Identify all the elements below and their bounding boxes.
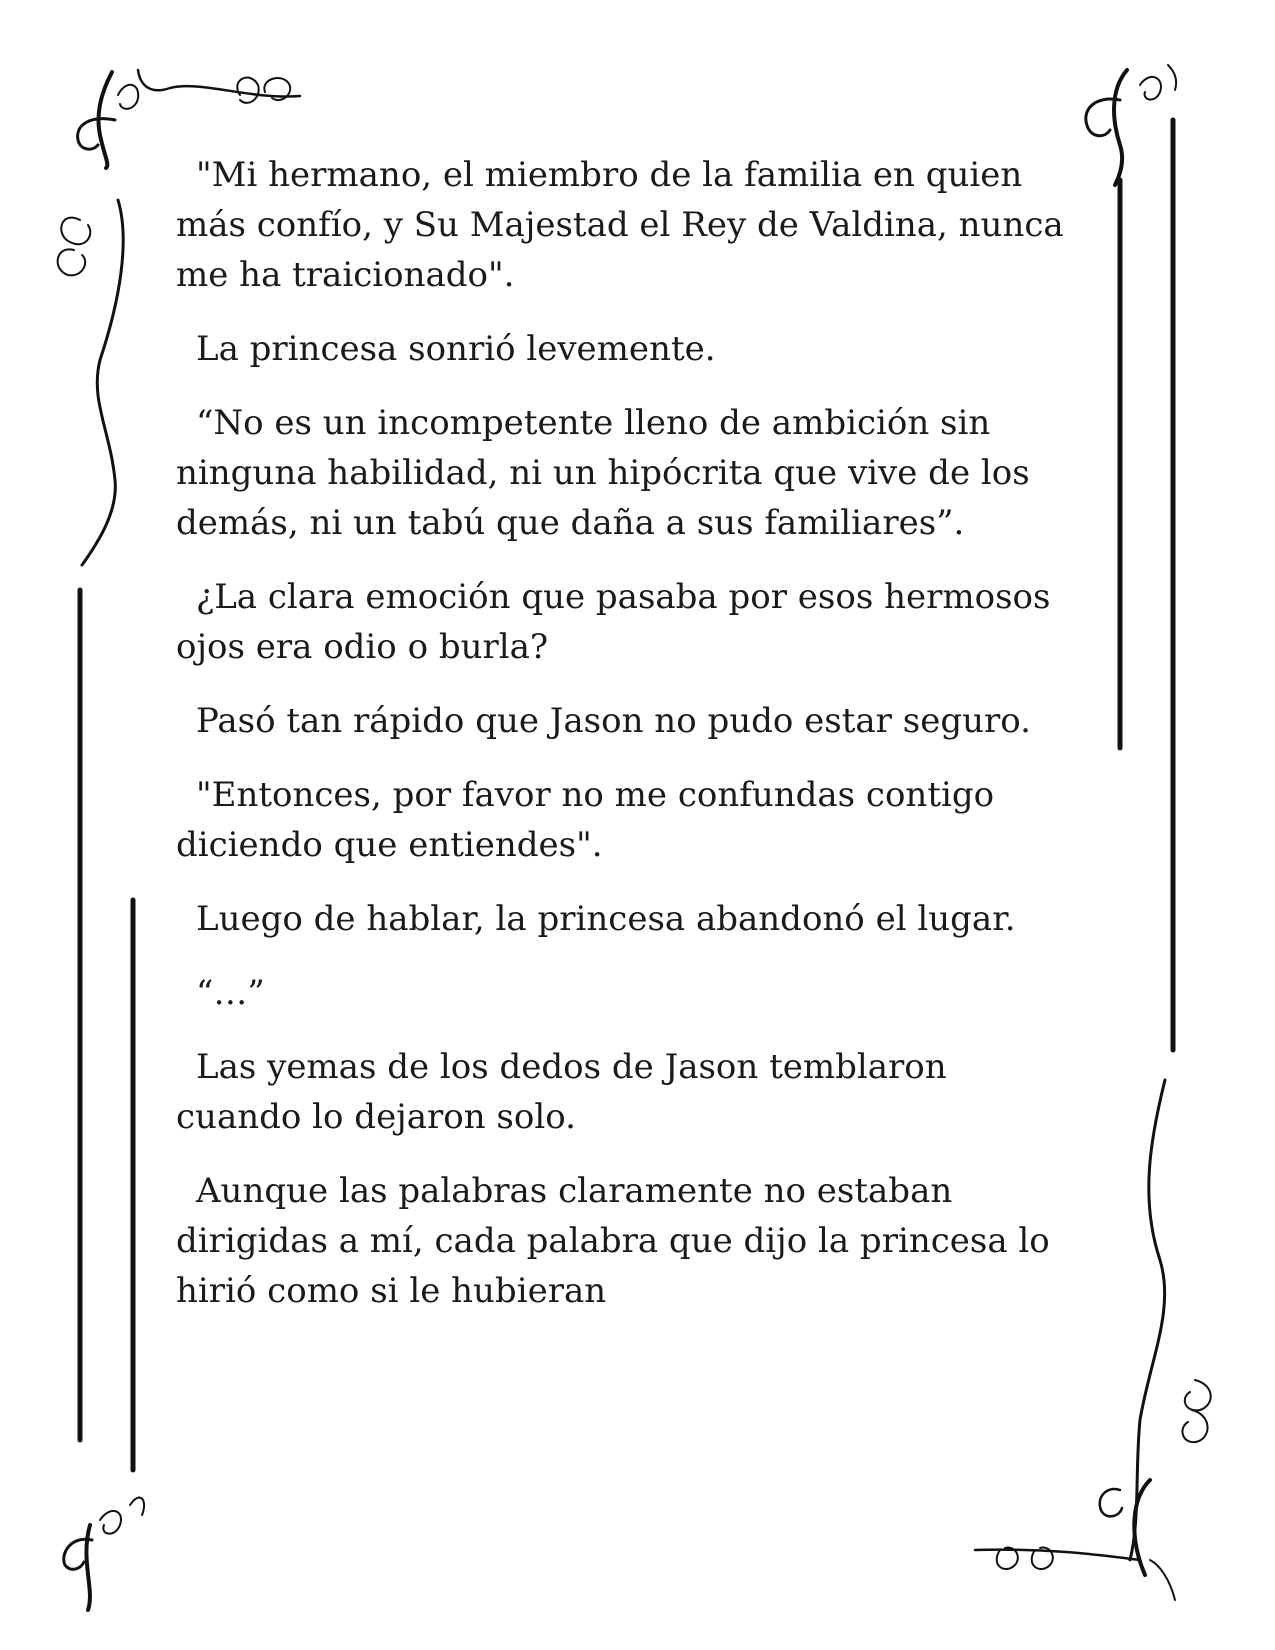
paragraph: Aunque las palabras claramente no estaban dirigidas a mí, cada palabra que dijo la princesa lo hirió como si le hubieran [176, 1171, 1050, 1311]
paragraph: “…” [196, 973, 265, 1013]
ornament-top-right [1086, 65, 1176, 185]
paragraph: "Entonces, por favor no me confundas contigo diciendo que entiendes". [176, 775, 995, 865]
paragraph: ¿La clara emoción que pasaba por esos hermosos ojos era odio o burla? [176, 577, 1051, 667]
ornament-bottom-left [64, 1498, 144, 1610]
paragraph: Pasó tan rápido que Jason no pudo estar seguro. [196, 701, 1031, 741]
paragraph: “No es un incompetente lleno de ambición sin ninguna habilidad, ni un hipócrita que vive de los demás, ni un tabú que daña a sus familiares”. [176, 403, 1030, 543]
paragraph: La princesa sonrió levemente. [196, 329, 716, 369]
paragraph: Luego de hablar, la princesa abandonó el lugar. [196, 899, 1016, 939]
paragraph: "Mi hermano, el miembro de la familia en quien más confío, y Su Majestad el Rey de Valdina, nunca me ha traicionado". [176, 155, 1064, 295]
paragraph: Las yemas de los dedos de Jason temblaron cuando lo dejaron solo. [176, 1047, 947, 1137]
story-text [176, 150, 1081, 1340]
